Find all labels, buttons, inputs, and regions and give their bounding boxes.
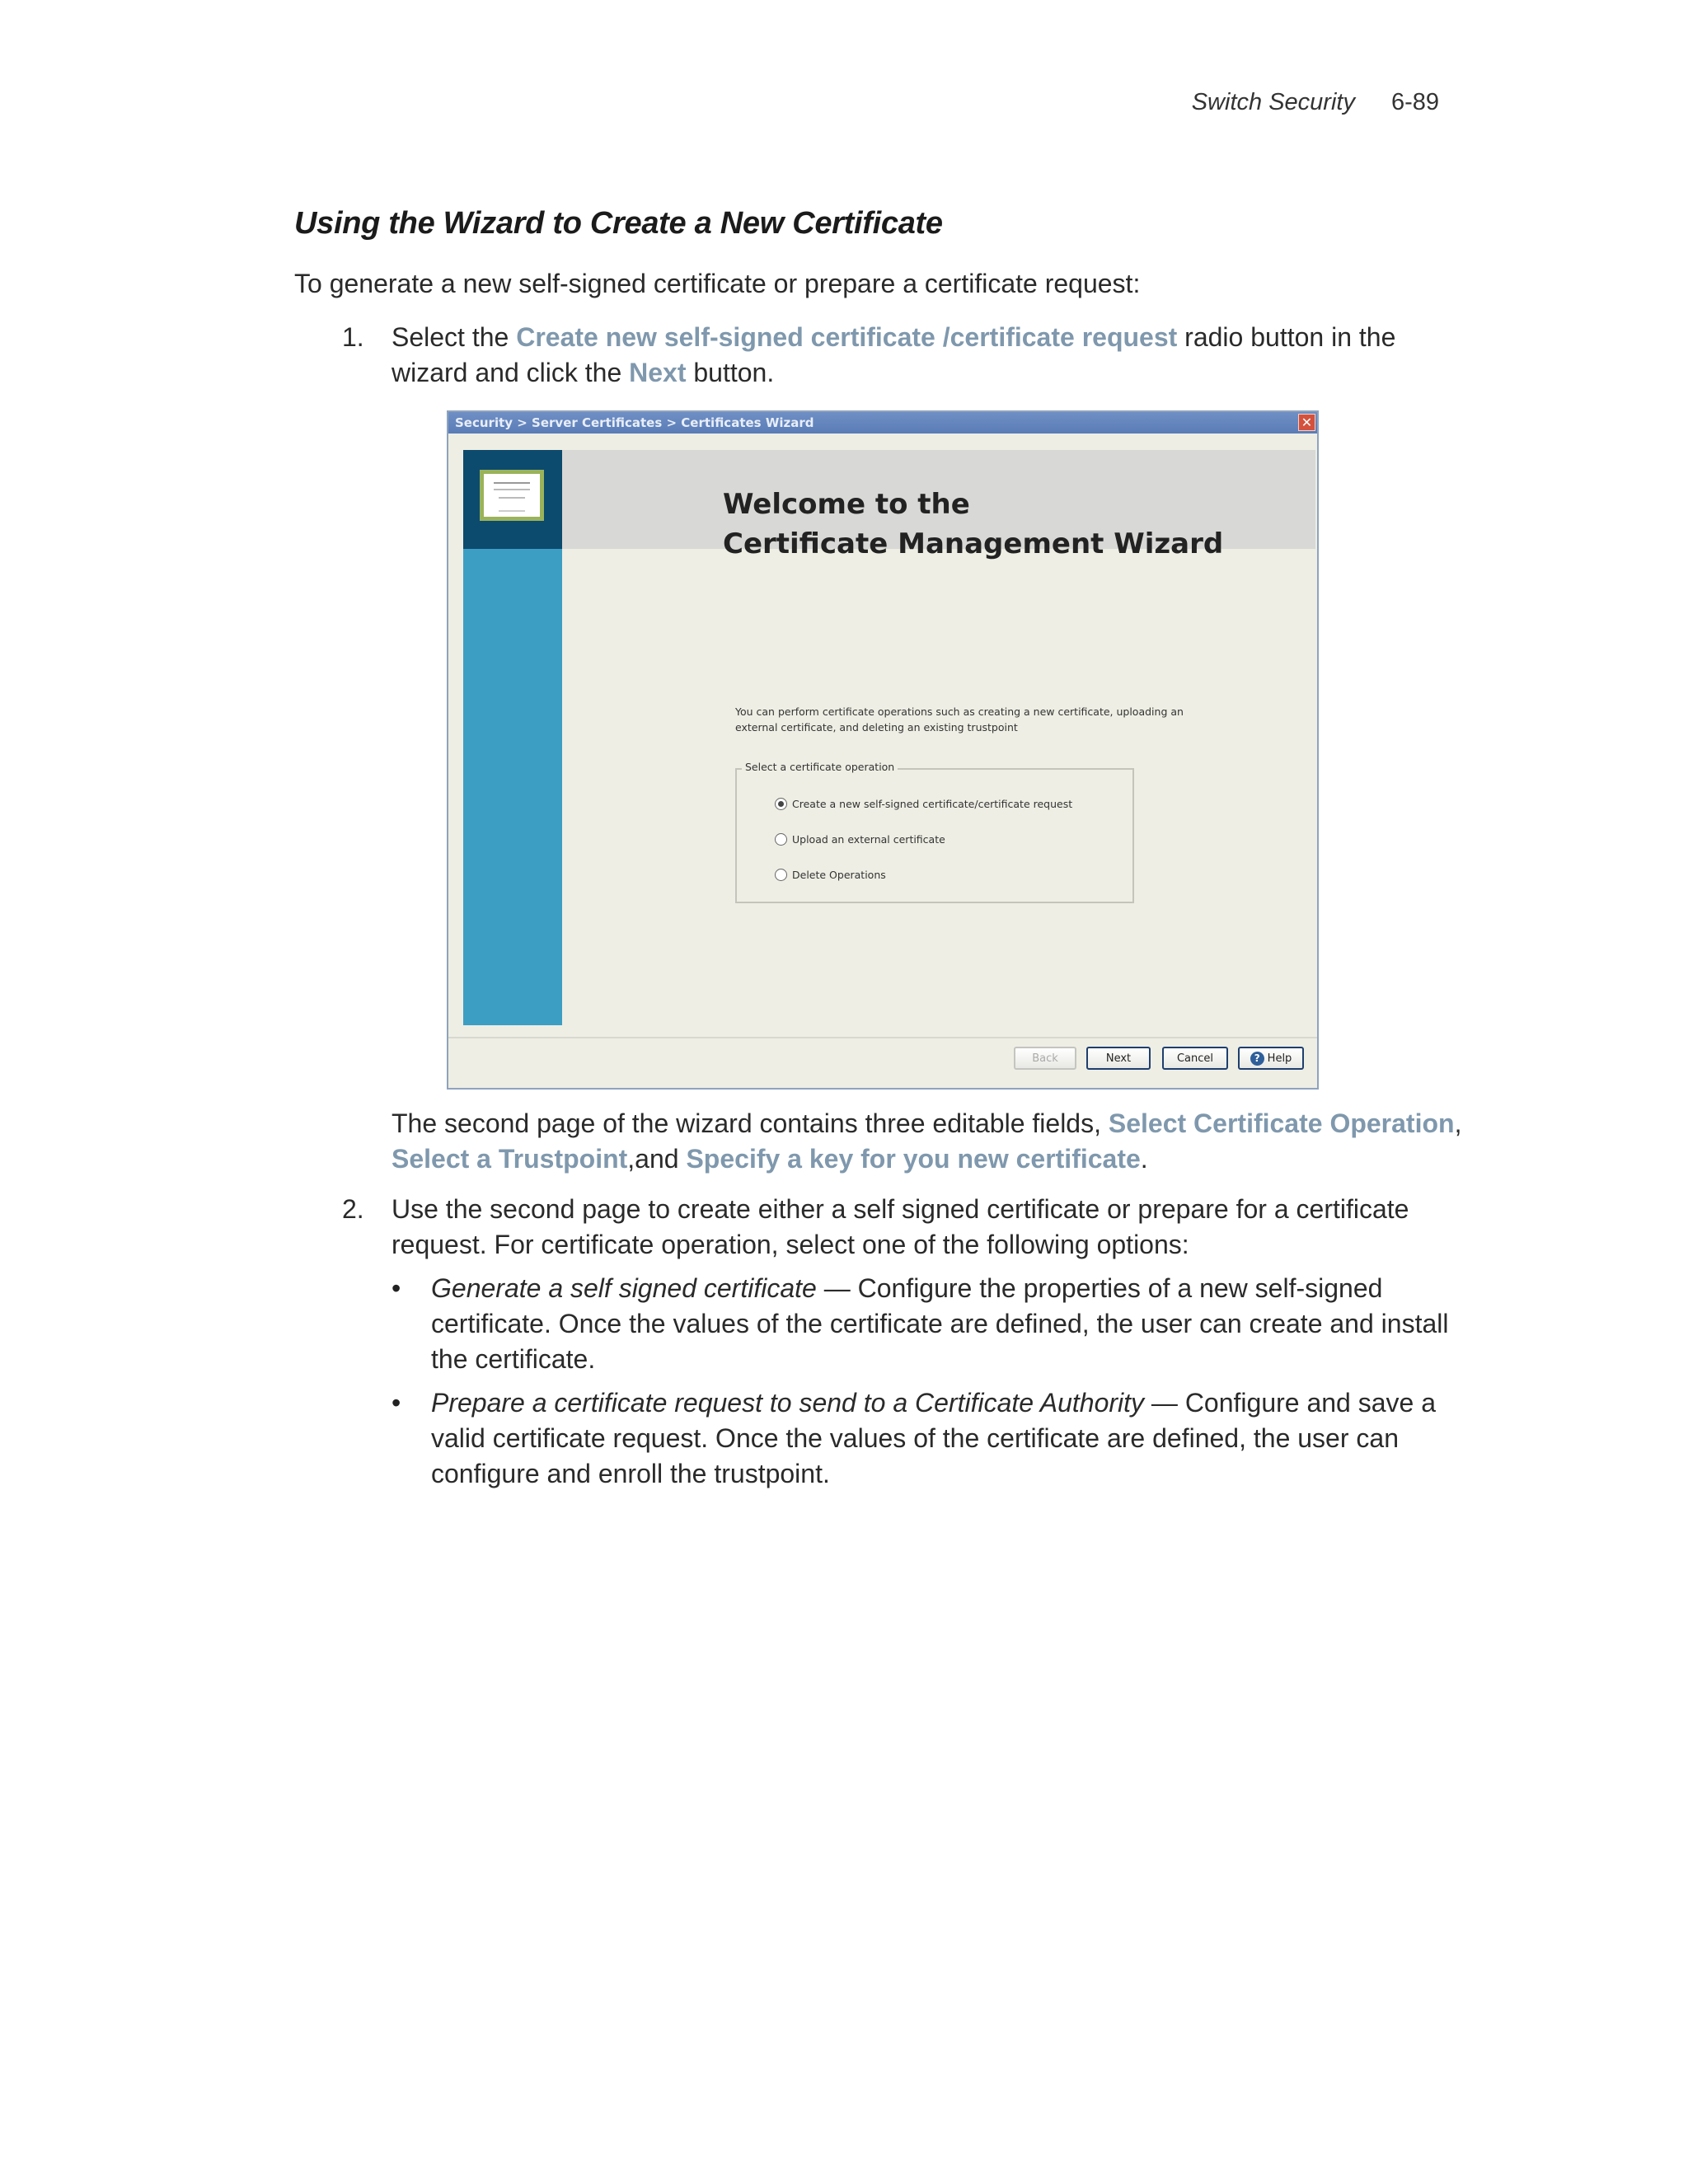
text-run: . <box>1140 1144 1148 1174</box>
radio-icon[interactable] <box>775 833 787 846</box>
page-number: 6-89 <box>1390 89 1439 115</box>
help-button[interactable] <box>1238 1047 1304 1070</box>
main-content <box>294 206 1465 1507</box>
option-create-certificate[interactable] <box>775 798 1072 810</box>
wizard-body <box>448 434 1317 1088</box>
ui-reference-specify-key: Specify a key for you new certificate <box>686 1144 1141 1174</box>
wizard-footer-divider <box>448 1037 1317 1038</box>
text-run: , <box>1454 1108 1462 1138</box>
ui-reference-next: Next <box>629 358 687 387</box>
running-header-section: Switch Security <box>1191 89 1355 115</box>
options-bullet-list <box>392 1271 1465 1492</box>
option-delete-operations[interactable] <box>775 869 886 881</box>
step-2 <box>294 1192 1465 1492</box>
text-run: button. <box>686 358 775 387</box>
text-run: Select the <box>392 322 517 352</box>
text-run: — Configure and save a valid certificate request. Once the values of the certificate are defined, the user can configure and enroll the trustpoint. <box>431 1388 1437 1488</box>
text-run: radio button in the wizard and click the <box>392 322 1396 387</box>
wizard-description: You can perform certificate operations such as creating a new certificate, uploading an external certificate, and deleting an existing trustpoint <box>735 705 1184 733</box>
cancel-button[interactable]: Cancel <box>1162 1047 1228 1070</box>
steps-list <box>294 320 1465 1492</box>
wizard-sidebar <box>463 549 562 1025</box>
step-number: 1. <box>342 322 364 352</box>
ui-reference-select-trustpoint: Select a Trustpoint <box>392 1144 628 1174</box>
option-term: Generate a self signed certificate <box>431 1273 817 1303</box>
bullet-mark: • <box>392 1273 401 1303</box>
window-titlebar <box>448 412 1317 434</box>
step-number: 2. <box>342 1194 364 1224</box>
close-icon[interactable]: ✕ <box>1298 414 1315 431</box>
step-2-text: Use the second page to create either a self signed certificate or prepare for a certificate request. For certificate operation, select one of the following options: <box>392 1194 1409 1259</box>
wizard-header <box>463 450 1315 560</box>
option-label: Upload an external certificate <box>792 833 945 846</box>
wizard-title-line-1: Welcome to the <box>723 488 970 521</box>
option-term: Prepare a certificate request to send to a Certificate Authority <box>431 1388 1145 1418</box>
operation-group-legend: Select a certificate operation <box>742 761 898 773</box>
bullet-text <box>431 1271 1465 1377</box>
bullet-text <box>431 1385 1465 1492</box>
bullet-item <box>392 1271 1465 1377</box>
window-title: Security > Server Certificates > Certificates Wizard <box>455 415 814 430</box>
text-run: ,and <box>627 1144 687 1174</box>
wizard-title <box>723 485 1223 564</box>
option-label: Delete Operations <box>792 869 886 881</box>
option-label: Create a new self-signed certificate/certificate request <box>792 798 1073 810</box>
intro-paragraph: To generate a new self-signed certificate or prepare a certificate request: <box>294 269 1141 298</box>
bullet-item <box>392 1385 1465 1492</box>
step-1 <box>294 320 1465 1177</box>
next-button[interactable]: Next <box>1086 1047 1151 1070</box>
radio-selected-icon[interactable] <box>775 798 787 810</box>
section-title: Using the Wizard to Create a New Certificate <box>294 206 943 241</box>
running-header <box>1192 89 1439 116</box>
wizard-sidebar-top <box>463 450 562 549</box>
help-label: Help <box>1267 1052 1292 1065</box>
radio-icon[interactable] <box>775 869 787 881</box>
wizard-title-line-2: Certificate Management Wizard <box>723 527 1224 560</box>
help-icon: ? <box>1250 1052 1264 1066</box>
operation-group <box>735 761 1134 903</box>
certificate-icon <box>480 470 544 521</box>
text-run: The second page of the wizard contains three editable fields, <box>392 1108 1109 1138</box>
step-1-text <box>392 320 1465 391</box>
back-button[interactable]: Back <box>1014 1047 1076 1070</box>
ui-reference-create-option: Create new self-signed certificate /certificate request <box>516 322 1178 352</box>
wizard-screenshot <box>447 410 1319 1090</box>
bullet-mark: • <box>392 1388 401 1418</box>
figure-followup-paragraph <box>392 1106 1465 1177</box>
option-upload-certificate[interactable] <box>775 833 945 846</box>
text-run: — Configure the properties of a new self-signed certificate. Once the values of the certificate are defined, the user can create and install the certificate. <box>431 1273 1449 1374</box>
ui-reference-select-operation: Select Certificate Operation <box>1108 1108 1455 1138</box>
